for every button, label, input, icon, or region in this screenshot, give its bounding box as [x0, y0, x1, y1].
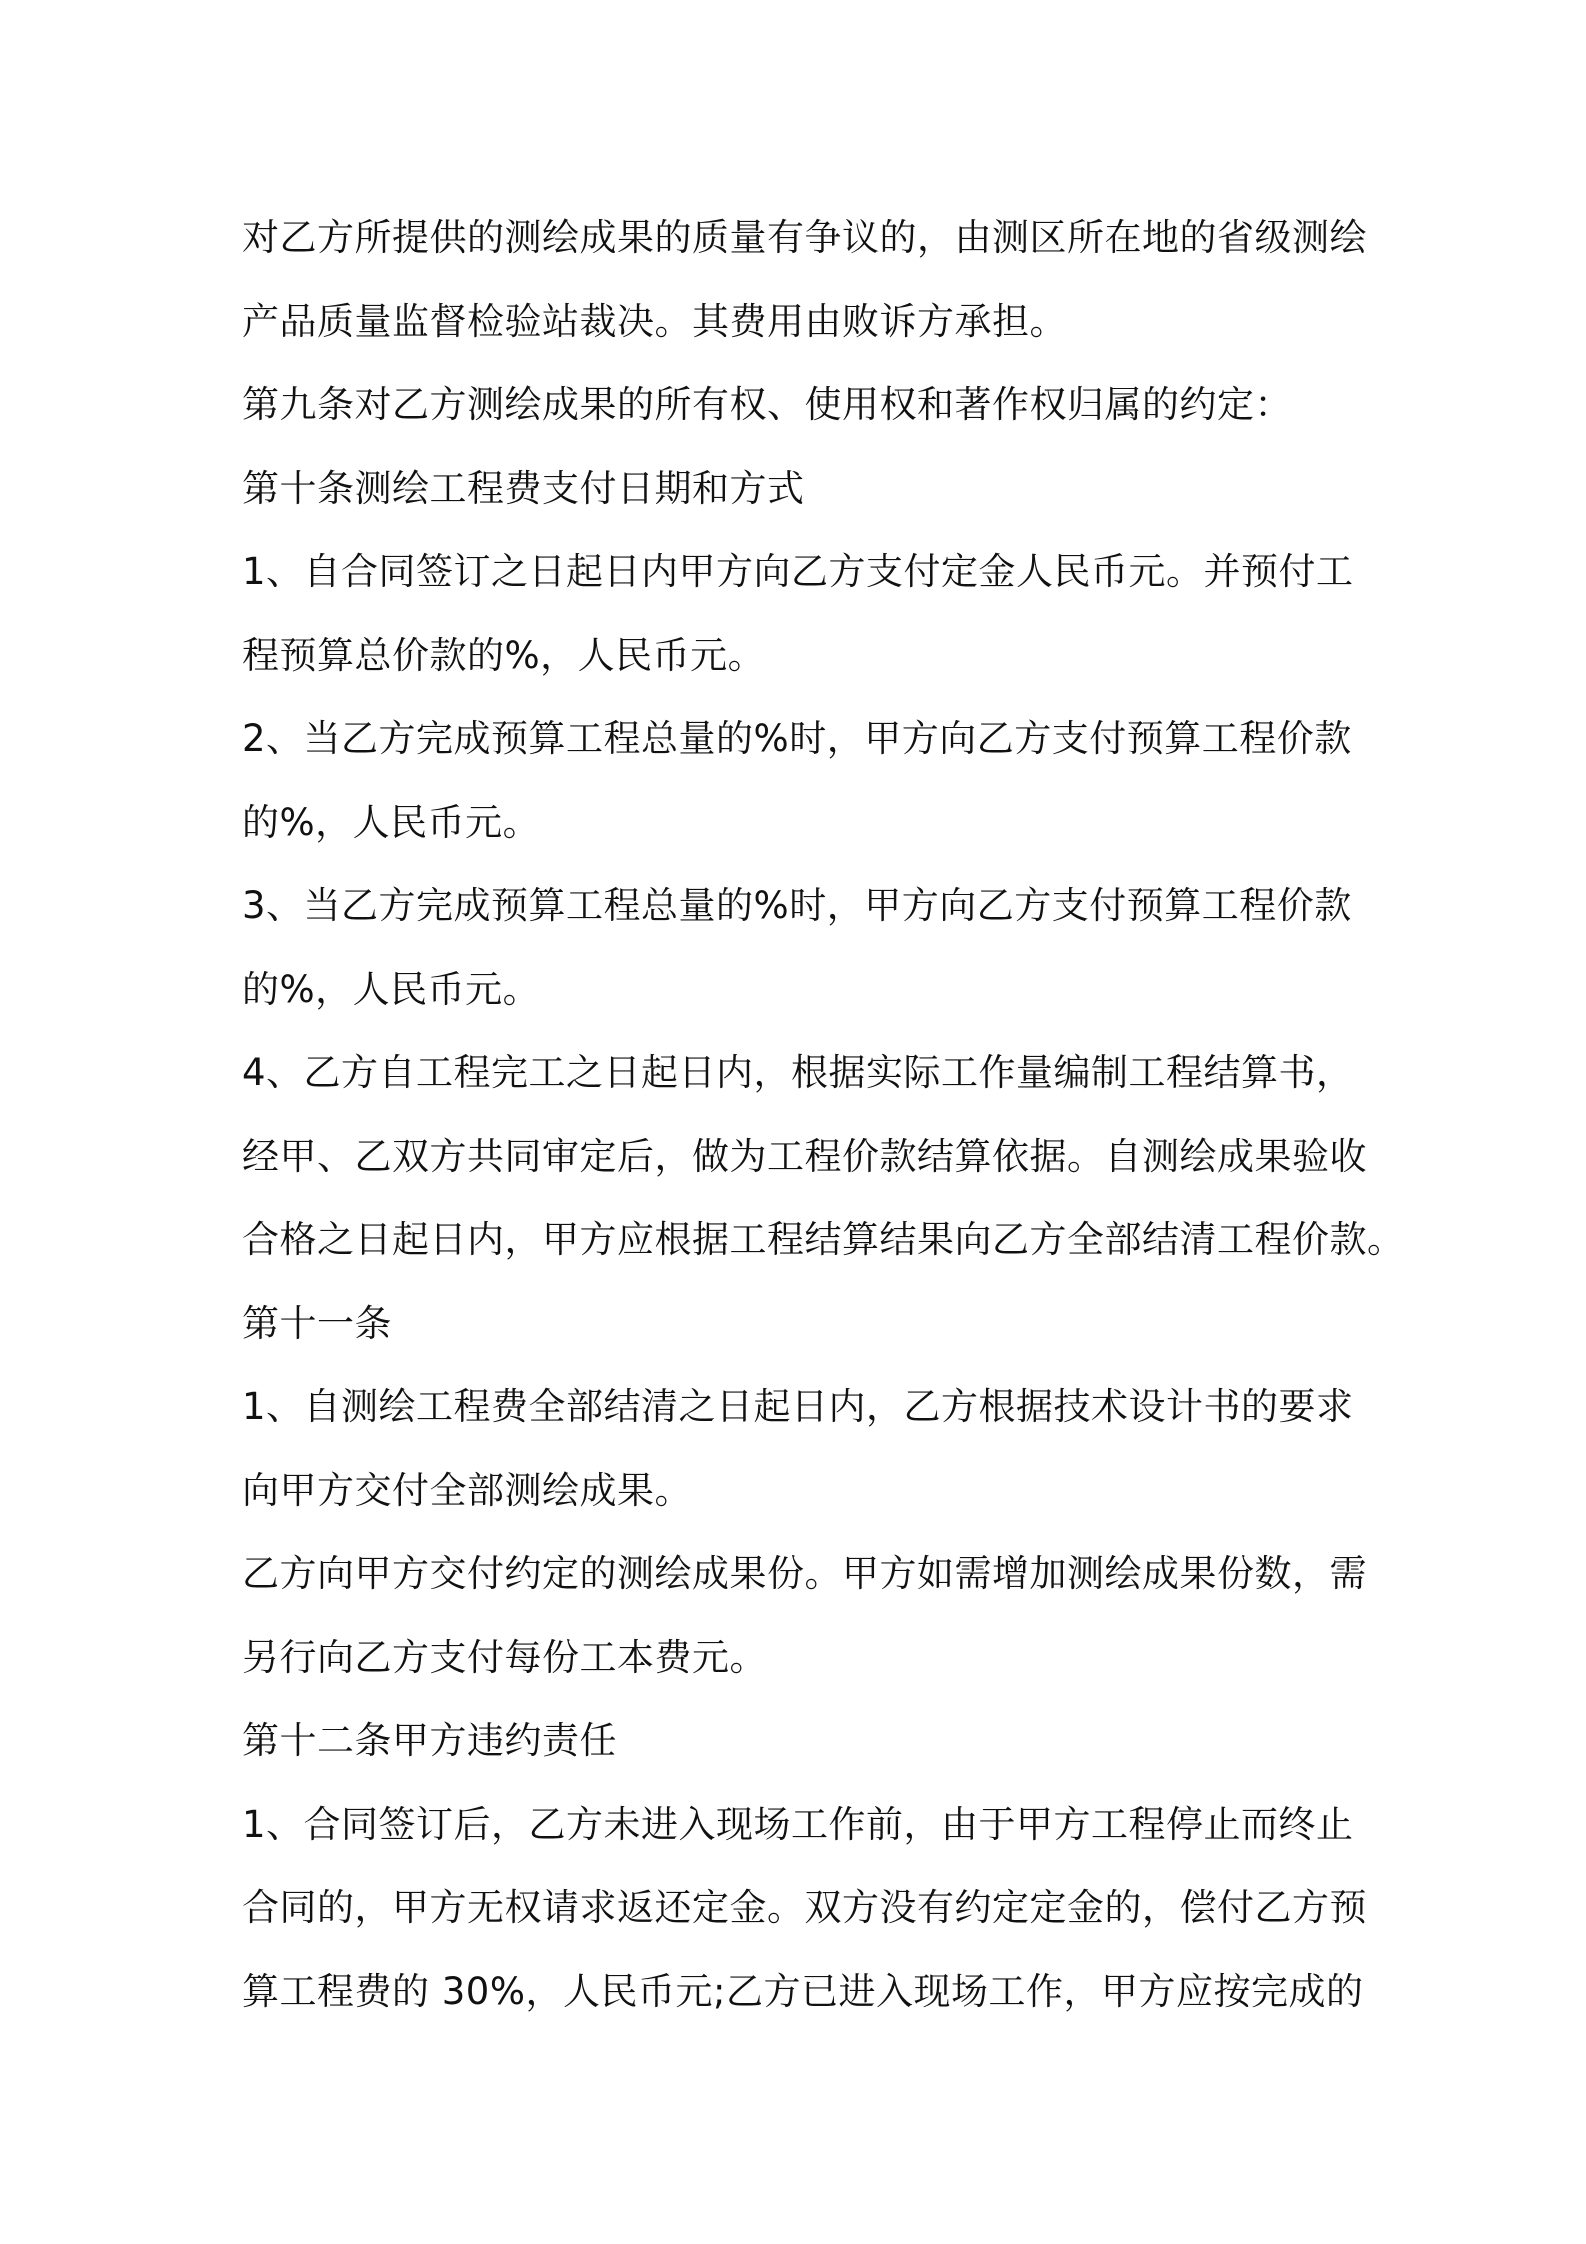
section-heading: 第十一条: [242, 1301, 392, 1345]
text-line: 程预算总价款的%，人民币元。: [242, 633, 766, 677]
text-line: 对乙方所提供的测绘成果的质量有争议的，由测区所在地的省级测绘: [242, 216, 1367, 259]
text-line: 经甲、乙双方共同审定后，做为工程价款结算依据。自测绘成果验收: [242, 1134, 1367, 1178]
text-line: 3、当乙方完成预算工程总量的%时，甲方向乙方支付预算工程价款: [242, 884, 1352, 927]
text-line: 算工程费的 30%，人民币元;乙方已进入现场工作，甲方应按完成的: [242, 1969, 1364, 2013]
text-line: 1、自测绘工程费全部结清之日起日内，乙方根据技术设计书的要求: [242, 1385, 1354, 1428]
text-line: 4、乙方自工程完工之日起日内，根据实际工作量编制工程结算书，: [242, 1051, 1354, 1094]
text-line: 第九条对乙方测绘成果的所有权、使用权和著作权归属的约定：: [242, 383, 1292, 426]
text-line: 的%，人民币元。: [242, 800, 541, 844]
text-line: 1、自合同签订之日起日内甲方向乙方支付定金人民币元。并预付工: [242, 550, 1354, 593]
text-line: 产品质量监督检验站裁决。其费用由败诉方承担。: [242, 299, 1067, 343]
section-heading: 第十二条甲方违约责任: [242, 1719, 617, 1762]
text-line: 另行向乙方支付每份工本费元。: [242, 1635, 767, 1679]
text-line: 合格之日起日内，甲方应根据工程结算结果向乙方全部结清工程价款。: [242, 1218, 1405, 1261]
text-line: 乙方向甲方交付约定的测绘成果份。甲方如需增加测绘成果份数，需: [242, 1552, 1367, 1595]
section-heading: 第十条测绘工程费支付日期和方式: [242, 466, 805, 510]
text-line: 的%，人民币元。: [242, 967, 541, 1011]
text-line: 合同的，甲方无权请求返还定金。双方没有约定定金的，偿付乙方预: [242, 1886, 1367, 1929]
text-line: 1、合同签订后，乙方未进入现场工作前，由于甲方工程停止而终止: [242, 1802, 1354, 1846]
text-line: 向甲方交付全部测绘成果。: [242, 1468, 692, 1512]
document-body: [242, 196, 1405, 2033]
text-line: 2、当乙方完成预算工程总量的%时，甲方向乙方支付预算工程价款: [242, 717, 1352, 760]
